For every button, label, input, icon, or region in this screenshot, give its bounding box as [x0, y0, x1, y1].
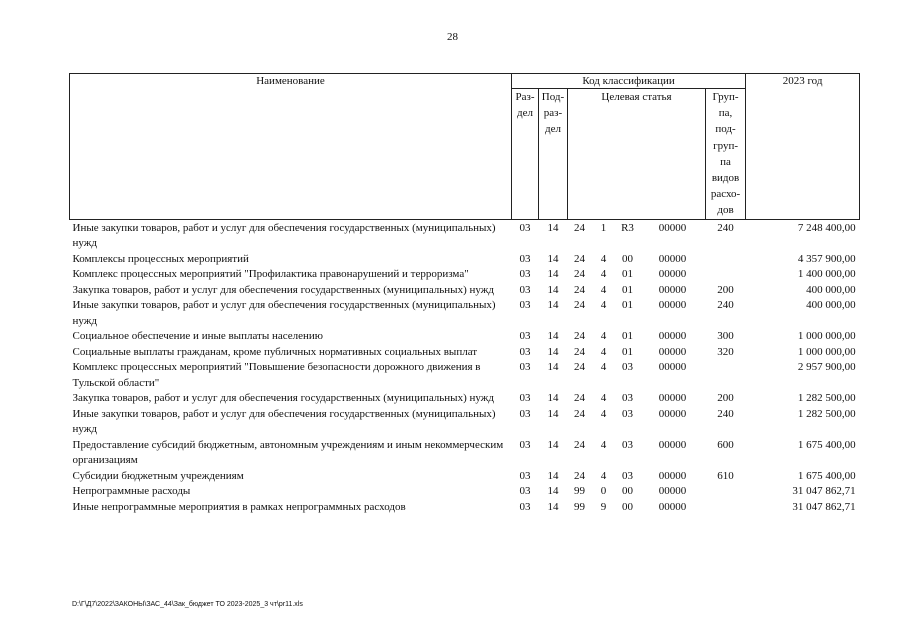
row-subsection: 14: [547, 500, 559, 513]
row-target-program: 24: [574, 268, 585, 281]
row-subsection: 14: [547, 299, 559, 312]
table-row: [70, 484, 860, 500]
row-subsection: 14: [547, 438, 559, 451]
row-target-subprogram: 03: [622, 469, 633, 482]
row-section: 03: [519, 392, 531, 405]
row-section: 03: [519, 299, 531, 312]
row-section: 03: [519, 361, 531, 374]
table-row: [70, 391, 860, 407]
row-target-program: 24: [574, 361, 585, 374]
row-expense-group: 320: [717, 345, 734, 358]
row-target-direction: 00000: [658, 500, 687, 513]
row-target-program: 99: [574, 500, 585, 513]
row-target-subprogram: 03: [622, 392, 633, 405]
row-target-type: 4: [600, 283, 607, 296]
table-row: [70, 469, 860, 485]
row-target-type: 4: [600, 392, 607, 405]
row-expense-group: [706, 267, 746, 283]
row-subsection: 14: [547, 469, 559, 482]
row-name: Закупка товаров, работ и услуг для обеспечения государственных (муниципальных) нужд: [72, 283, 494, 296]
row-target-type: 4: [600, 469, 607, 482]
row-amount: 1 675 400,00: [797, 438, 856, 451]
row-target-type: 4: [600, 268, 607, 281]
row-target-subprogram: 03: [622, 407, 633, 420]
row-target-direction: 00000: [658, 221, 687, 234]
row-target-program: 24: [574, 252, 585, 265]
row-expense-group: 200: [717, 283, 734, 296]
row-target-subprogram: 03: [622, 438, 633, 451]
row-expense-group: [706, 500, 746, 516]
row-amount: 1 000 000,00: [797, 345, 856, 358]
row-name: Иные непрограммные мероприятия в рамках непрограммных расходов: [72, 500, 406, 513]
row-target-direction: 00000: [658, 268, 687, 281]
row-section: 03: [519, 252, 531, 265]
row-target-type: 4: [600, 252, 607, 265]
row-target-program: 24: [574, 407, 585, 420]
row-name: Иные закупки товаров, работ и услуг для обеспечения государственных (муниципальных) нужд: [72, 299, 496, 327]
row-amount: 1 000 000,00: [797, 330, 856, 343]
row-target-program: 24: [574, 299, 585, 312]
table-row: [70, 438, 860, 469]
row-target-direction: 00000: [658, 252, 687, 265]
row-target-direction: 00000: [658, 361, 687, 374]
row-name: Иные закупки товаров, работ и услуг для обеспечения государственных (муниципальных) нужд: [72, 221, 496, 250]
row-subsection: 14: [547, 361, 559, 374]
row-target-direction: 00000: [658, 469, 687, 482]
row-target-subprogram: 01: [622, 299, 633, 312]
row-expense-group: [706, 360, 746, 391]
table-row: [70, 500, 860, 516]
row-expense-group: 200: [717, 392, 734, 405]
row-amount: 1 282 500,00: [797, 407, 856, 420]
row-target-subprogram: 01: [622, 268, 633, 281]
row-target-program: 24: [574, 438, 585, 451]
row-target-program: 24: [574, 330, 585, 343]
row-target-subprogram: 00: [622, 252, 633, 265]
row-section: 03: [519, 330, 531, 343]
row-target-type: 4: [600, 361, 607, 374]
row-target-subprogram: 01: [622, 345, 633, 358]
row-name: Социальные выплаты гражданам, кроме публичных нормативных социальных выплат: [72, 345, 478, 358]
row-expense-group: 600: [717, 438, 734, 451]
table-row: [70, 298, 860, 329]
row-target-program: 24: [574, 221, 585, 234]
row-target-type: 4: [600, 345, 607, 358]
row-amount: 7 248 400,00: [797, 221, 856, 234]
row-target-type: 4: [600, 330, 607, 343]
row-target-direction: 00000: [658, 330, 687, 343]
row-subsection: 14: [547, 407, 559, 420]
row-subsection: 14: [547, 485, 559, 498]
row-target-subprogram: 01: [622, 283, 633, 296]
row-amount: 31 047 862,71: [792, 500, 856, 513]
row-name: Комплекс процессных мероприятий "Профилактика правонарушений и терроризма": [72, 268, 469, 281]
row-target-subprogram: 00: [622, 485, 633, 498]
row-amount: 2 957 900,00: [797, 361, 856, 374]
row-target-type: 4: [600, 299, 607, 312]
row-subsection: 14: [547, 330, 559, 343]
table-body: [70, 219, 860, 515]
table-row: [70, 329, 860, 345]
row-expense-group: 300: [717, 330, 734, 343]
row-subsection: 14: [547, 252, 559, 265]
row-expense-group: 610: [717, 469, 734, 482]
footer-file-path: D:\Г\Д7\2022\ЗАКОНЫ\ЗАС_44\Зак_бюджет ТО 2023-2025_3 чт\pr11.xls: [72, 601, 303, 608]
table-row: [70, 252, 860, 268]
budget-table: [69, 73, 860, 515]
row-name: Комплексы процессных мероприятий: [72, 252, 249, 265]
row-section: 03: [519, 345, 531, 358]
table-row: [70, 283, 860, 299]
row-expense-group: 240: [717, 407, 734, 420]
row-subsection: 14: [547, 283, 559, 296]
row-amount: 4 357 900,00: [797, 252, 856, 265]
row-name: Закупка товаров, работ и услуг для обеспечения государственных (муниципальных) нужд: [72, 392, 494, 405]
row-amount: 400 000,00: [806, 299, 856, 312]
row-amount: 1 675 400,00: [797, 469, 856, 482]
row-target-program: 24: [574, 392, 585, 405]
row-section: 03: [519, 407, 531, 420]
table-header: [70, 74, 860, 220]
row-target-type: 0: [600, 485, 607, 498]
row-target-direction: 00000: [658, 485, 687, 498]
header-expense-group: Груп- па, под- груп- па видов расхо- дов: [706, 89, 746, 220]
row-target-subprogram: 03: [622, 361, 633, 374]
row-section: 03: [519, 283, 531, 296]
row-target-type: 4: [600, 407, 607, 420]
row-expense-group: 240: [717, 221, 734, 234]
row-amount: 1 400 000,00: [797, 268, 856, 281]
table-row: [70, 267, 860, 283]
row-target-program: 24: [574, 283, 585, 296]
table-row: [70, 407, 860, 438]
row-name: Предоставление субсидий бюджетным, автономным учреждениям и иным некоммерческим организациям: [72, 438, 504, 467]
row-subsection: 14: [547, 221, 559, 234]
row-expense-group: [706, 252, 746, 268]
row-subsection: 14: [547, 392, 559, 405]
page-number: 28: [447, 31, 458, 43]
row-section: 03: [519, 500, 531, 513]
row-section: 03: [519, 268, 531, 281]
row-section: 03: [519, 485, 531, 498]
row-amount: 1 282 500,00: [797, 392, 856, 405]
row-amount: 31 047 862,71: [792, 485, 856, 498]
row-target-direction: 00000: [658, 283, 687, 296]
row-target-program: 24: [574, 345, 585, 358]
row-name: Иные закупки товаров, работ и услуг для обеспечения государственных (муниципальных) нужд: [72, 407, 496, 436]
row-section: 03: [519, 221, 531, 234]
row-target-direction: 00000: [658, 345, 687, 358]
row-section: 03: [519, 438, 531, 451]
header-subsection: Под- раз- дел: [539, 89, 568, 220]
row-expense-group: [706, 484, 746, 500]
header-year: 2023 год: [746, 74, 860, 220]
row-name: Комплекс процессных мероприятий "Повышение безопасности дорожного движения в Тульской области": [72, 361, 481, 389]
row-target-direction: 00000: [658, 407, 687, 420]
row-target-type: 4: [600, 438, 607, 451]
row-target-direction: 00000: [658, 392, 687, 405]
header-target-article: Целевая статья: [568, 89, 706, 220]
row-subsection: 14: [547, 268, 559, 281]
row-target-type: 1: [600, 221, 607, 234]
row-target-subprogram: 00: [622, 500, 633, 513]
header-section: Раз- дел: [512, 89, 539, 220]
row-name: Социальное обеспечение и иные выплаты населению: [72, 330, 324, 343]
table-row: [70, 219, 860, 252]
row-name: Субсидии бюджетным учреждениям: [72, 469, 244, 482]
row-target-direction: 00000: [658, 438, 687, 451]
row-amount: 400 000,00: [806, 283, 856, 296]
header-code-classification: Код классификации: [512, 74, 746, 89]
table-row: [70, 360, 860, 391]
row-target-subprogram: R3: [621, 221, 634, 234]
row-target-type: 9: [600, 500, 607, 513]
row-target-program: 99: [574, 485, 585, 498]
table-row: [70, 345, 860, 361]
row-target-program: 24: [574, 469, 585, 482]
row-expense-group: 240: [717, 299, 734, 312]
row-name: Непрограммные расходы: [72, 485, 191, 498]
row-target-subprogram: 01: [622, 330, 633, 343]
header-name: Наименование: [70, 74, 512, 220]
row-target-direction: 00000: [658, 299, 687, 312]
row-subsection: 14: [547, 345, 559, 358]
row-section: 03: [519, 469, 531, 482]
